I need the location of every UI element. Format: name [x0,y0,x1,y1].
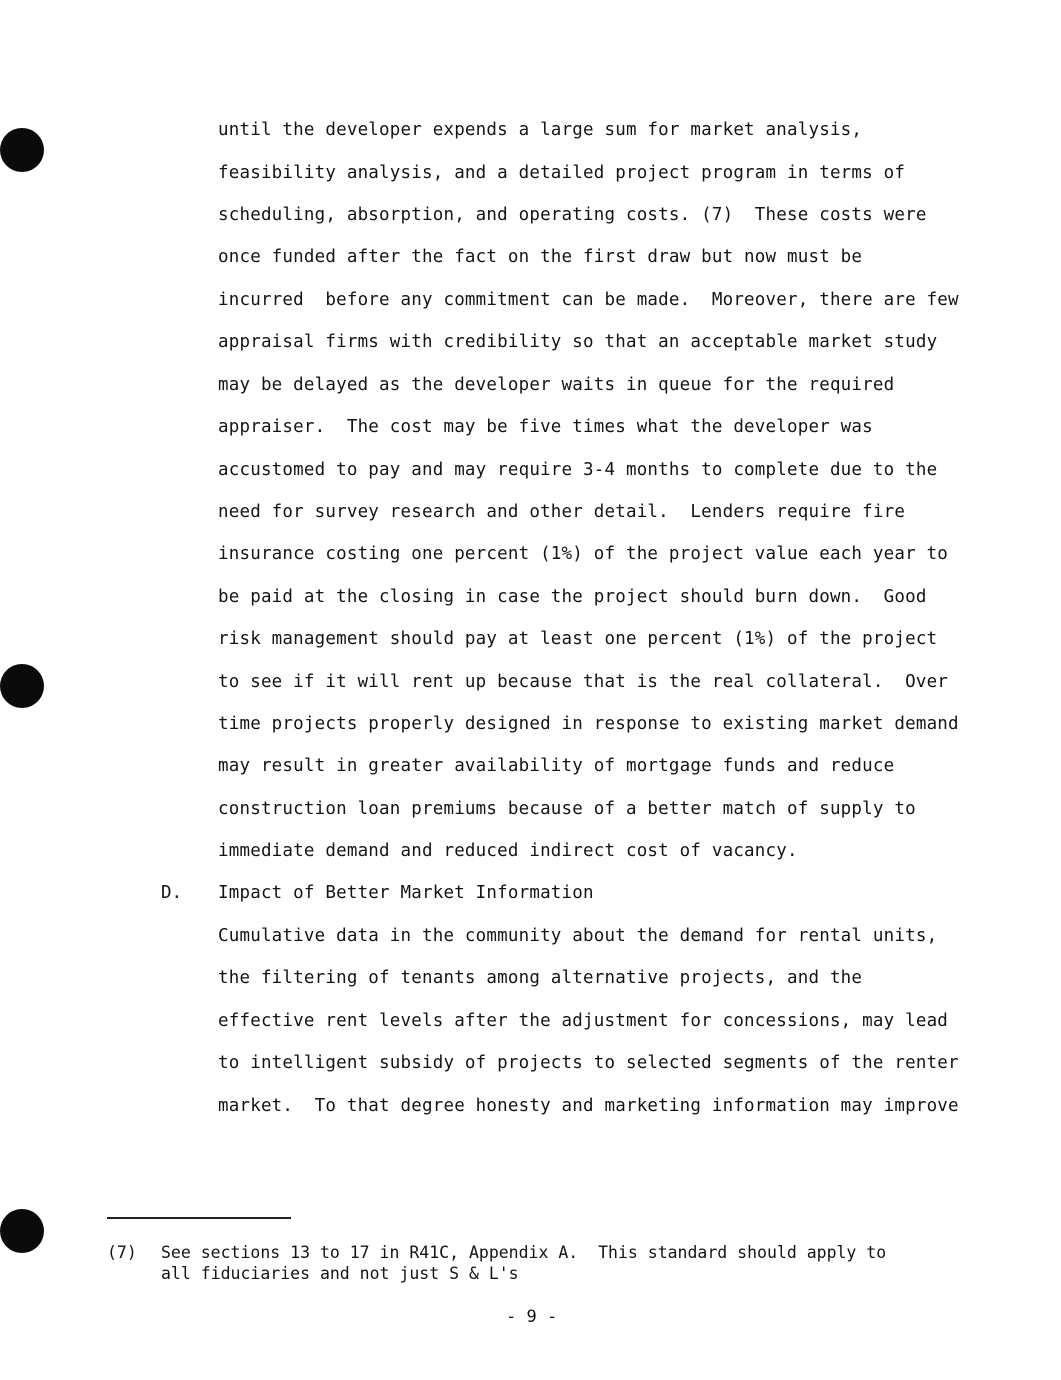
section-line: Cumulative data in the community about the demand for rental units, [218,926,938,946]
section-line: market. To that degree honesty and marketing information may improve [218,1096,959,1116]
body-line: may result in greater availability of mortgage funds and reduce [218,756,895,776]
section-letter: D. [161,883,183,903]
body-line: immediate demand and reduced indirect cost of vacancy. [218,841,798,861]
body-line: appraisal firms with credibility so that an acceptable market study [218,332,938,352]
footnote-marker: (7) [107,1243,137,1262]
body-line: insurance costing one percent (1%) of the project value each year to [218,544,949,564]
section-heading: Impact of Better Market Information [218,883,594,903]
body-line: feasibility analysis, and a detailed project program in terms of [218,163,906,183]
body-line: until the developer expends a large sum for market analysis, [218,120,863,140]
footnote-rule [107,1217,291,1219]
body-line: accustomed to pay and may require 3-4 months to complete due to the [218,460,938,480]
body-line: may be delayed as the developer waits in queue for the required [218,375,895,395]
body-line: to see if it will rent up because that is the real collateral. Over [218,672,949,692]
punch-hole-top [0,128,44,172]
body-line: incurred before any commitment can be made. Moreover, there are few [218,290,959,310]
body-line: be paid at the closing in case the project should burn down. Good [218,587,927,607]
page-number: - 9 - [506,1307,558,1327]
body-line: scheduling, absorption, and operating costs. (7) These costs were [218,205,927,225]
footnote-line: See sections 13 to 17 in R41C, Appendix A. This standard should apply to [161,1243,887,1262]
footnote-line: all fiduciaries and not just S & L's [161,1264,519,1283]
punch-hole-bottom [0,1209,44,1253]
body-line: appraiser. The cost may be five times what the developer was [218,417,873,437]
body-line: once funded after the fact on the first draw but now must be [218,247,863,267]
section-line: effective rent levels after the adjustment for concessions, may lead [218,1011,949,1031]
body-line: time projects properly designed in response to existing market demand [218,714,959,734]
section-line: to intelligent subsidy of projects to selected segments of the renter [218,1053,959,1073]
punch-hole-middle [0,664,44,708]
body-line: construction loan premiums because of a better match of supply to [218,799,916,819]
body-line: need for survey research and other detail. Lenders require fire [218,502,906,522]
section-line: the filtering of tenants among alternative projects, and the [218,968,863,988]
body-line: risk management should pay at least one percent (1%) of the project [218,629,938,649]
